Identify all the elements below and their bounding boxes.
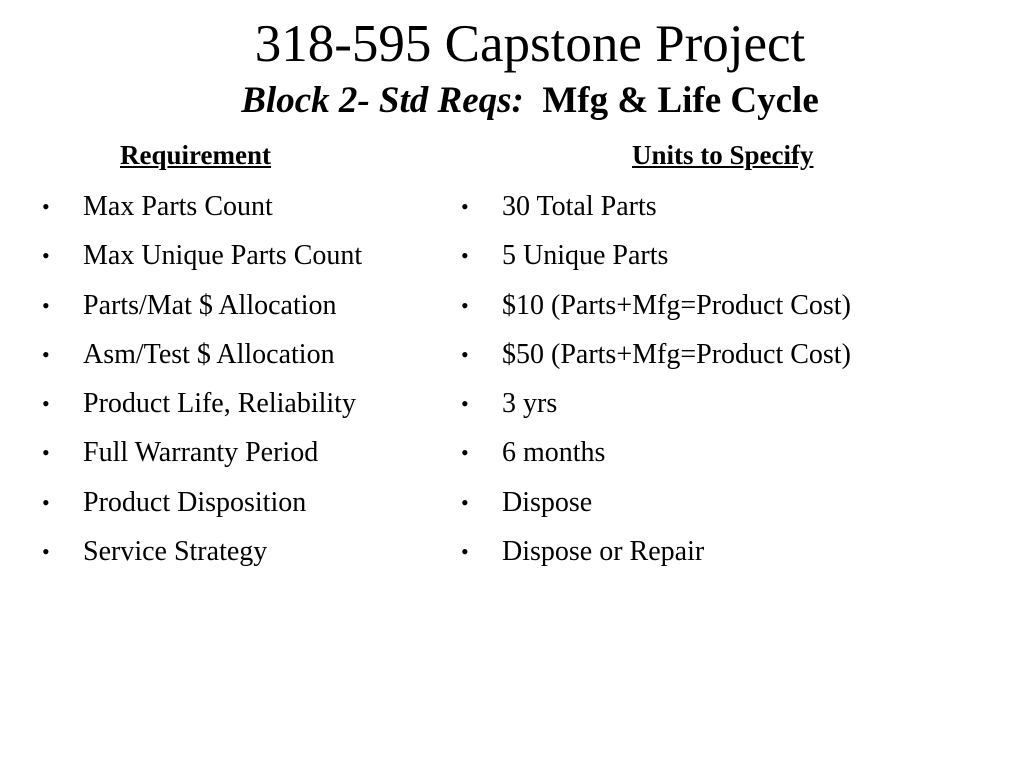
units-header: Units to Specify [632,140,814,170]
units-text: 6 months [502,437,606,469]
bullet-icon: • [42,194,50,219]
list-item [42,330,442,379]
list-item [42,428,442,477]
list-item [42,527,442,576]
bullet-icon: • [461,292,469,318]
subtitle-rest: Mfg & Life Cycle [523,80,819,121]
bullet-icon: • [42,341,50,367]
requirement-text: Product Life, Reliability [83,388,356,420]
bullet-icon: • [42,489,50,515]
list-item [461,231,1001,280]
requirement-list [42,182,442,576]
list-item [461,330,1001,379]
list-item [461,281,1001,330]
units-text: 3 yrs [502,388,558,420]
list-item [42,379,442,428]
bullet-icon: • [461,341,469,367]
bullet-icon: • [42,440,50,466]
requirement-header: Requirement [120,140,271,170]
bullet-icon: • [42,292,50,318]
list-item [42,182,442,231]
bullet-icon: • [461,440,469,466]
requirement-text: Service Strategy [83,536,268,568]
list-item [461,527,1001,576]
requirement-text: Max Parts Count [83,191,273,222]
slide-title: 318-595 Capstone Project [254,15,806,73]
requirement-text: Max Unique Parts Count [83,240,363,272]
units-text: 5 Unique Parts [502,240,669,272]
list-item [42,281,442,330]
slide-subtitle [0,79,1024,123]
list-item [461,182,1001,231]
units-text: $50 (Parts+Mfg=Product Cost) [502,338,851,370]
bullet-icon: • [42,391,50,417]
list-item [461,478,1001,527]
units-text: Dispose [502,486,593,518]
bullet-icon: • [461,194,469,219]
bullet-icon: • [42,539,50,565]
list-item [42,231,442,280]
units-text: 30 Total Parts [502,191,657,222]
bullet-icon: • [461,489,469,515]
requirement-text: Full Warranty Period [83,437,319,469]
requirement-text: Product Disposition [83,486,307,518]
bullet-icon: • [461,243,469,269]
requirement-text: Parts/Mat $ Allocation [83,289,337,321]
subtitle-italic: Block 2- Std Reqs: [241,80,524,121]
bullet-icon: • [42,243,50,269]
list-item [461,379,1001,428]
units-list [461,182,1001,576]
list-item [42,478,442,527]
units-text: $10 (Parts+Mfg=Product Cost) [502,289,851,321]
list-item [461,428,1001,477]
bullet-icon: • [461,391,469,417]
requirement-text: Asm/Test $ Allocation [83,338,335,370]
units-text: Dispose or Repair [502,536,705,568]
bullet-icon: • [461,539,469,565]
